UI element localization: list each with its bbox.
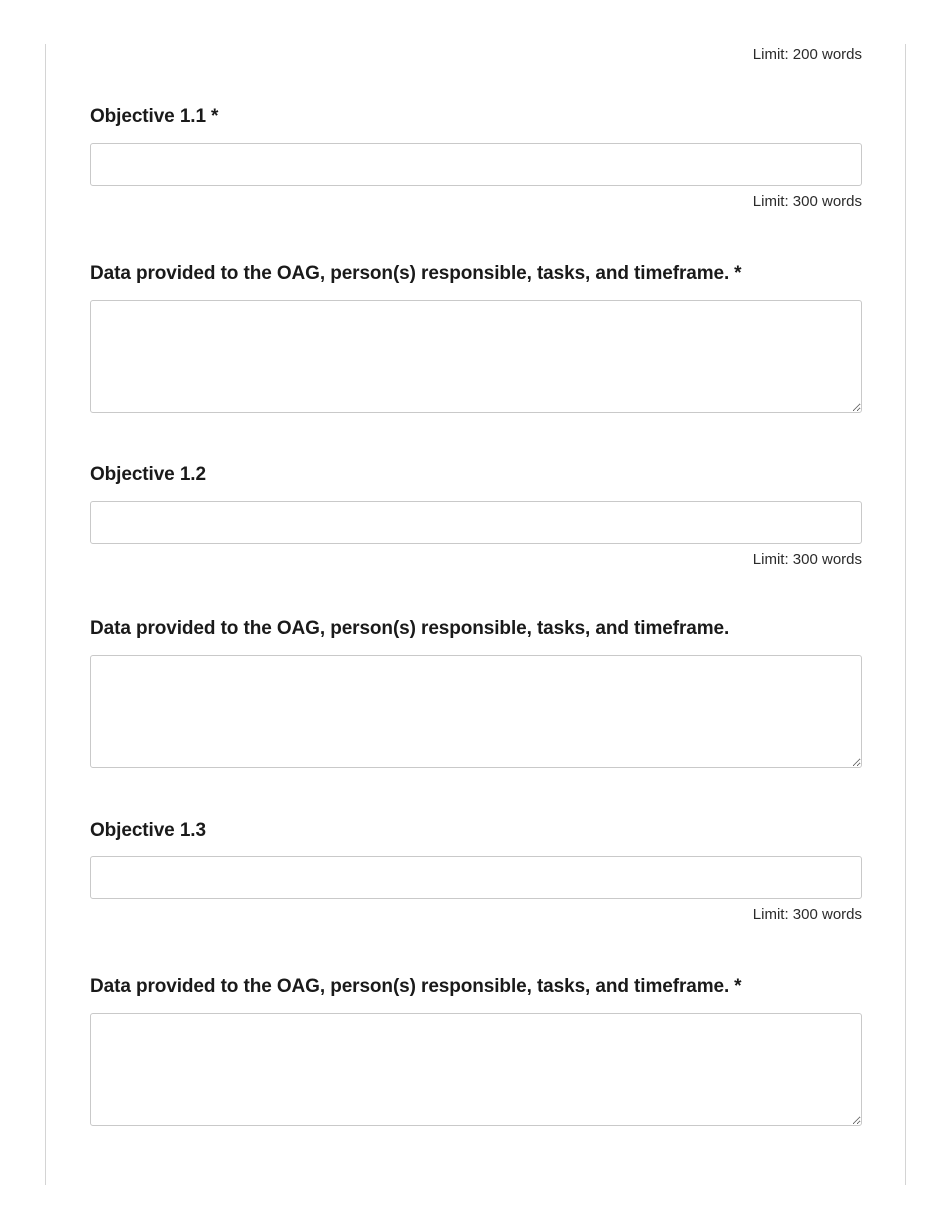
form-frame-left-border [45, 44, 46, 1185]
objective-1-2-word-limit: Limit: 300 words [752, 551, 862, 568]
objective-1-3-label [90, 819, 206, 843]
objective-1-1-label-text: Objective 1.1 [90, 106, 206, 127]
objective-1-3-data-label [90, 975, 741, 999]
objective-1-2-data-label [90, 617, 729, 641]
objective-1-2-input[interactable] [90, 501, 862, 544]
required-marker: * [734, 263, 742, 284]
form-frame-right-border [905, 44, 906, 1185]
objective-1-3-data-textarea[interactable] [90, 1013, 862, 1126]
objective-1-2-label [90, 463, 206, 487]
word-limit-note: Limit: 200 words [752, 46, 862, 63]
objective-1-1-data-label [90, 262, 741, 286]
objective-1-1-label [90, 105, 218, 129]
objective-1-2-data-label-text: Data provided to the OAG, person(s) responsible, tasks, and timeframe. [90, 618, 730, 639]
objective-1-1-word-limit: Limit: 300 words [752, 193, 862, 210]
objective-1-1-input[interactable] [90, 143, 862, 186]
objective-1-3-word-limit: Limit: 300 words [752, 906, 862, 923]
objective-1-3-data-label-text: Data provided to the OAG, person(s) responsible, tasks, and timeframe. [90, 976, 730, 997]
required-marker: * [210, 106, 219, 127]
objective-1-3-input[interactable] [90, 856, 862, 899]
objective-1-1-data-textarea[interactable] [90, 300, 862, 413]
objective-1-2-label-text: Objective 1.2 [90, 464, 206, 485]
objective-1-1-data-label-text: Data provided to the OAG, person(s) responsible, tasks, and timeframe. [90, 263, 730, 284]
objective-1-3-label-text: Objective 1.3 [90, 820, 206, 841]
required-marker: * [734, 976, 742, 997]
objective-1-2-data-textarea[interactable] [90, 655, 862, 768]
